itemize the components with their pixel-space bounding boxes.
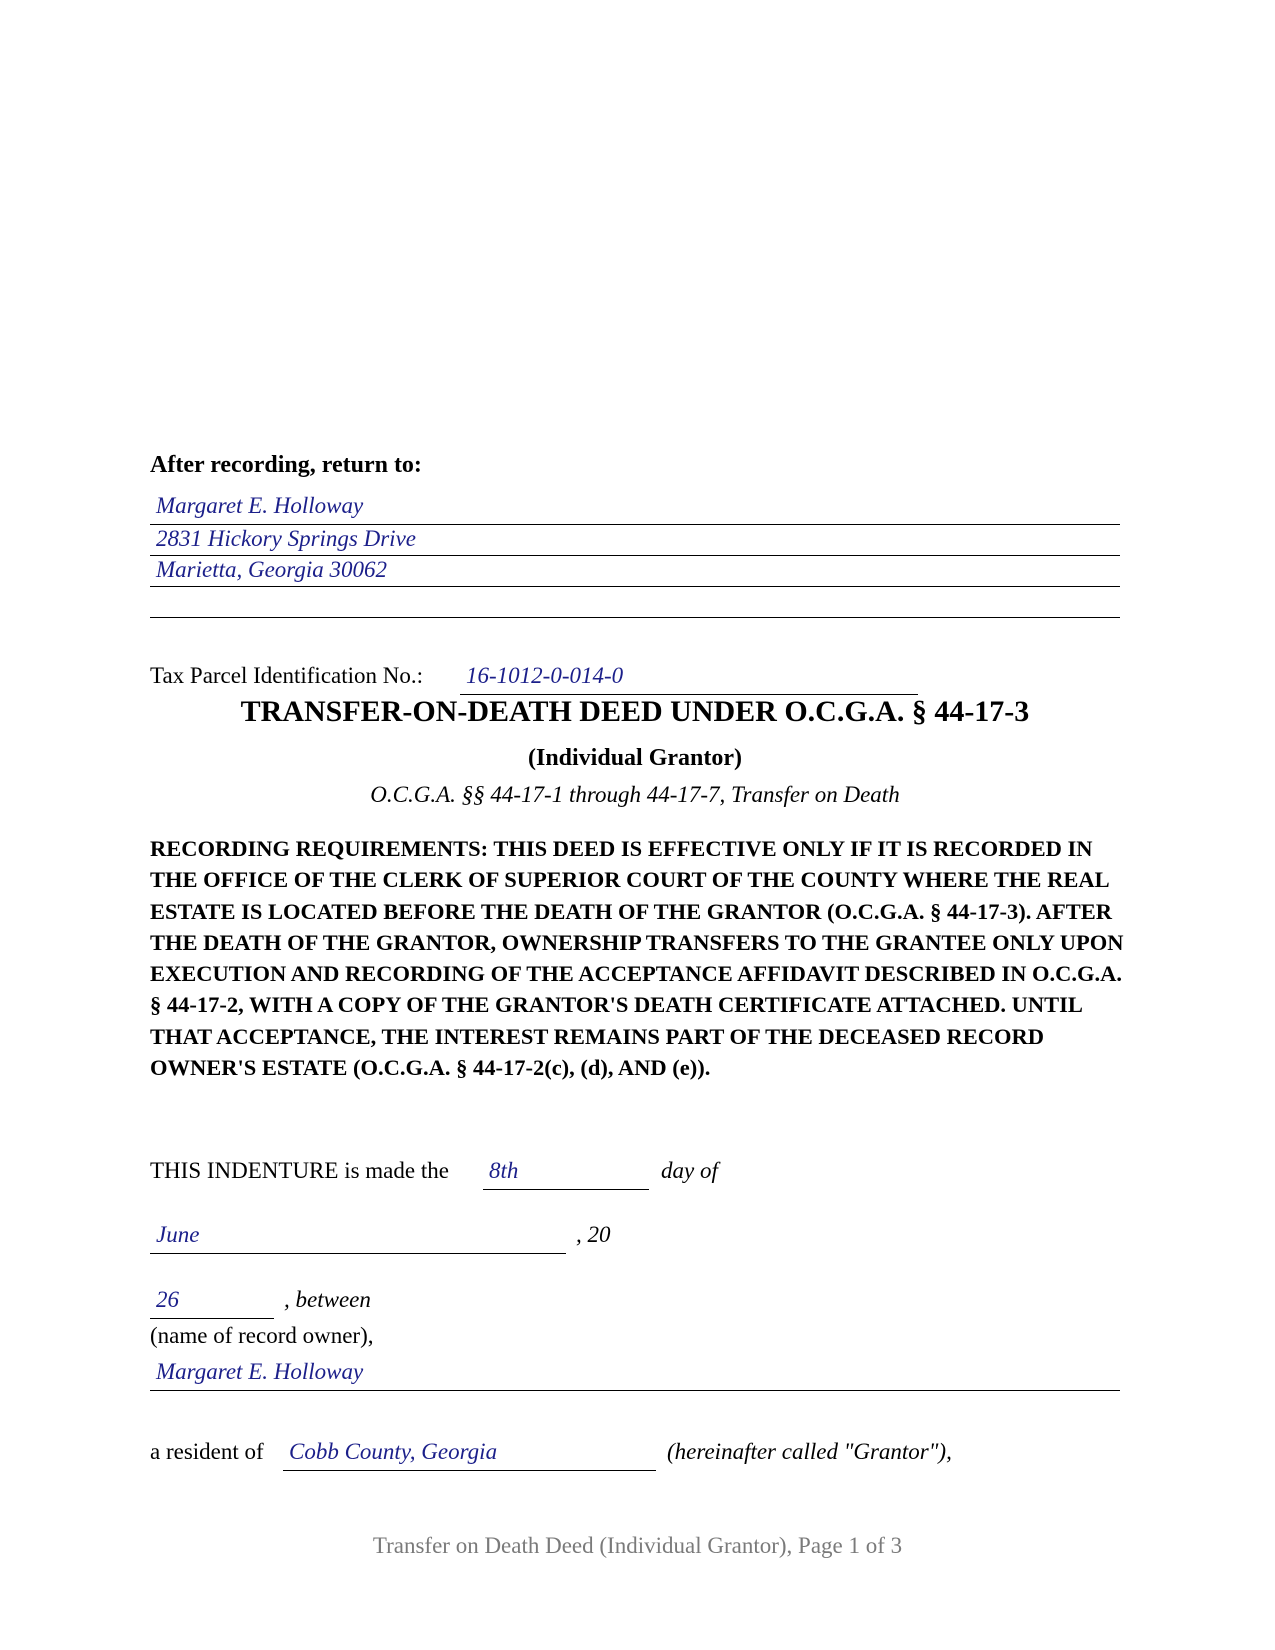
return-to-label: After recording, return to: (150, 452, 422, 478)
return-name-value: Margaret E. Holloway (156, 493, 364, 518)
deed-title: TRANSFER-ON-DEATH DEED UNDER O.C.G.A. § 44-17-3 (240, 695, 1030, 728)
owner-name-field[interactable]: Margaret E. Holloway (150, 1359, 1120, 1391)
year-prefix-text: , 20 (576, 1222, 611, 1247)
return-line-1 (150, 491, 1120, 525)
return-address-value: 2831 Hickory Springs Drive (156, 526, 416, 551)
tax-parcel-label: Tax Parcel Identification No.: (150, 663, 424, 688)
indenture-lead: THIS INDENTURE is made the (150, 1158, 449, 1183)
statute-reference: O.C.G.A. §§ 44-17-1 through 44-17-7, Transfer on Death (370, 782, 900, 807)
page-footer: Transfer on Death Deed (Individual Grantor), Page 1 of 3 (372, 1533, 903, 1558)
resident-field[interactable]: Cobb County, Georgia (283, 1439, 656, 1471)
return-city-value: Marietta, Georgia 30062 (156, 557, 388, 582)
return-extra-field[interactable] (150, 586, 1120, 618)
day-field[interactable]: 8th (483, 1158, 649, 1190)
owner-label: (name of record owner), (150, 1323, 374, 1348)
year-field[interactable]: 26 (150, 1287, 274, 1319)
return-city-field[interactable] (150, 555, 1120, 587)
recording-requirements: RECORDING REQUIREMENTS: THIS DEED IS EFFECTIVE ONLY IF IT IS RECORDED IN THE OFFICE OF THE CLERK OF SUPERIOR COURT OF THE COUNTY WHERE THE REAL ESTATE IS LOCATED BEFORE THE DEATH OF THE GRANTOR (O.C.G.A. § 44-17-3). AFTER THE DEATH OF THE GRANTOR, OWNERSHIP TRANSFERS TO THE GRANTEE ONLY UPON EXECUTION AND RECORDING OF THE ACCEPTANCE AFFIDAVIT DESCRIBED IN O.C.G.A. § 44-17-2, WITH A COPY OF THE GRANTOR'S DEATH CERTIFICATE ATTACHED. UNTIL THAT ACCEPTANCE, THE INTEREST REMAINS PART OF THE DECEASED RECORD OWNER'S ESTATE (O.C.G.A. § 44-17-2(c), (d), AND (e)). (150, 836, 1124, 1081)
return-extra-value (150, 588, 156, 613)
tax-parcel-field[interactable]: 16-1012-0-014-0 (460, 663, 918, 695)
resident-label: a resident of (150, 1439, 264, 1464)
between-text: , between (284, 1287, 371, 1312)
deed-subtitle: (Individual Grantor) (527, 745, 743, 771)
month-field[interactable]: June (150, 1222, 566, 1254)
day-of-text: day of (661, 1158, 718, 1183)
grantor-suffix-text: (hereinafter called "Grantor"), (667, 1439, 952, 1464)
return-address-field[interactable] (150, 524, 1120, 556)
